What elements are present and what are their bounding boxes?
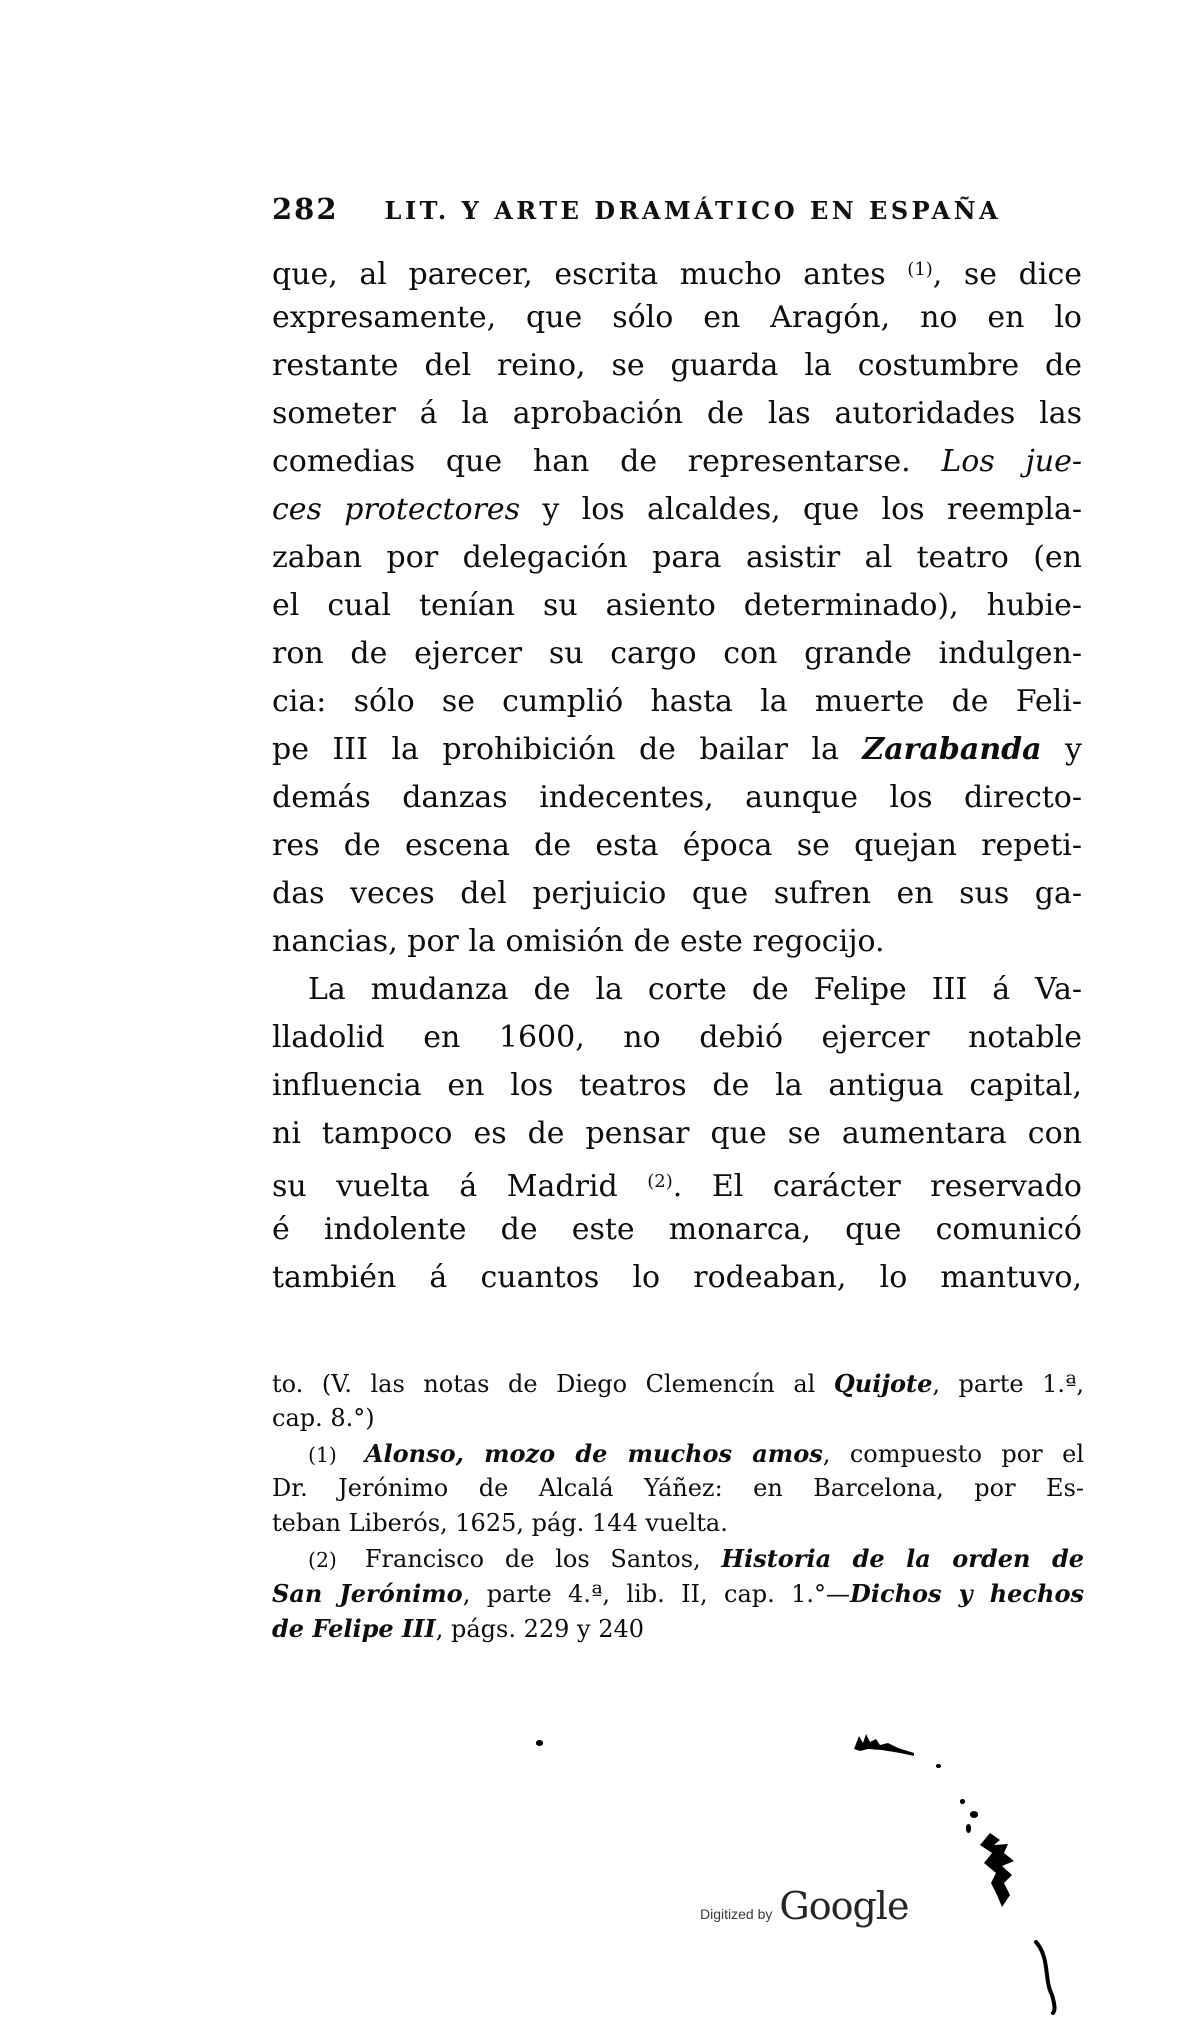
body-text-line: ces protectores y los alcaldes, que los reempla-: [272, 492, 1082, 527]
footnote-line: San Jerónimo, parte 4.ª, lib. II, cap. 1.°—Dichos y hechos: [272, 1579, 1085, 1608]
footnote-line: (2) Francisco de los Santos, Historia de la orden de: [308, 1544, 1084, 1573]
running-title: LIT. Y ARTE DRAMÁTICO EN ESPAÑA: [384, 196, 1002, 225]
body-text-line: demás danzas indecentes, aunque los directo-: [272, 780, 1082, 815]
ink-smudge: [852, 1733, 916, 1759]
body-text-line: La mudanza de la corte de Felipe III á Va-: [308, 972, 1082, 1007]
body-text-line: comedias que han de representarse. Los jue-: [272, 444, 1082, 479]
footnote-line: (1) Alonso, mozo de muchos amos, compuesto por el: [308, 1439, 1084, 1468]
body-text-line: é indolente de este monarca, que comunicó: [272, 1212, 1082, 1247]
body-text-line: que, al parecer, escrita mucho antes $^{(1)}$, se dice: [272, 257, 1082, 292]
body-text-line: también á cuantos lo rodeaban, lo mantuvo,: [272, 1260, 1082, 1295]
ink-speck: [970, 1811, 978, 1818]
ink-blob: [978, 1833, 1018, 1908]
body-text-line: someter á la aprobación de las autoridades las: [272, 396, 1082, 431]
body-text-line: nancias, por la omisión de este regocijo.: [272, 924, 885, 959]
body-text: [272, 246, 1082, 1302]
ink-flourish: [1030, 1940, 1060, 2015]
footnote-line: cap. 8.°): [272, 1404, 375, 1432]
running-header: [272, 192, 1084, 226]
body-text-line: ron de ejercer su cargo con grande indulgen-: [272, 636, 1082, 671]
ink-dot: [936, 1764, 941, 1768]
page-number: 282: [272, 192, 339, 226]
footnotes: [272, 1366, 1084, 1646]
ink-speck: [960, 1799, 965, 1804]
body-text-line: cia: sólo se cumplió hasta la muerte de Feli-: [272, 684, 1082, 719]
body-text-line: restante del reino, se guarda la costumbre de: [272, 348, 1082, 383]
watermark: [700, 1884, 908, 1928]
ink-dot: [536, 1740, 543, 1746]
body-text-line: lladolid en 1600, no debió ejercer notable: [272, 1020, 1082, 1055]
body-text-line: das veces del perjuicio que sufren en sus ga-: [272, 876, 1082, 911]
google-logo: Google: [779, 1884, 909, 1928]
body-text-line: expresamente, que sólo en Aragón, no en lo: [272, 300, 1082, 335]
body-text-line: pe III la prohibición de bailar la Zarabanda y: [272, 732, 1082, 767]
footnote-line: Dr. Jerónimo de Alcalá Yáñez: en Barcelona, por Es-: [272, 1474, 1084, 1502]
footnote-line: de Felipe III, págs. 229 y 240: [272, 1614, 645, 1643]
body-text-line: el cual tenían su asiento determinado), hubie-: [272, 588, 1082, 623]
ink-speck: [966, 1824, 971, 1833]
body-text-line: zaban por delegación para asistir al teatro (en: [272, 540, 1082, 575]
body-text-line: influencia en los teatros de la antigua capital,: [272, 1068, 1082, 1103]
body-text-line: su vuelta á Madrid $^{(2)}$. El carácter reservado: [272, 1169, 1082, 1204]
footnote-line: to. (V. las notas de Diego Clemencín al Quijote, parte 1.ª,: [272, 1369, 1084, 1398]
footnote-line: teban Liberós, 1625, pág. 144 vuelta.: [272, 1509, 728, 1537]
digitized-by-label: Digitized by: [700, 1906, 773, 1922]
body-text-line: res de escena de esta época se quejan repeti-: [272, 828, 1082, 863]
body-text-line: ni tampoco es de pensar que se aumentara con: [272, 1116, 1082, 1151]
